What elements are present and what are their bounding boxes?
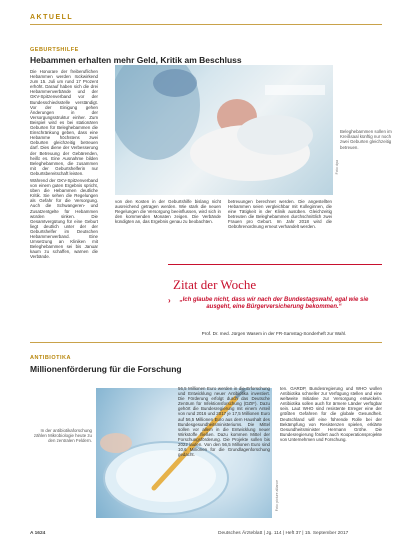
article1-column-3: betreuungen berechnet werden. Die angestellten Hebammen seien vergleichbar mit Kolleginnen, die eine Tätigkeit in der Klinik ausüben. Gleichzeitig betreuten die Beleghebammen durchschnittlich zwei Frauen pro Geburt. Im Jahr 2018 wird die Gebührenordnung erneut verhandelt werden.	[228, 199, 332, 230]
newborn-photo-illustration	[115, 65, 333, 195]
article-divider	[30, 342, 382, 343]
photo-caption: In der antibiotikaforschung zählen Mikrobiologie heute zu den zentralen Feldern.	[33, 428, 92, 444]
section-label: AKTUELL	[30, 14, 74, 21]
photo-caption: Beleghebammen sollen im Kreißsaal künftig nur noch zwei Geburten gleichzeitig betreuen.	[340, 129, 392, 150]
article1-headline: Hebammen erhalten mehr Geld, Kritik am Beschluss	[30, 55, 242, 65]
quote-source: Prof. Dr. med. Jürgen Wasem in der FR-Samstag-Sonderheft zur Wahl.	[201, 331, 347, 336]
article2-column-1: 56,5 Millionen Euro werden in die Erforschung und Entwicklung neuer Antibiotika investiert. Die Förderung erfolgt durch das Deutsche Zentrum für Infektionsforschung (DZIF). Dazu gehört die Bundesregierung mit einem Anteil von rund 2016 und 2017 je 17,5 Millionen Euro auf 56,5 Millionen Euro aus dem Haushalt des Bundesgesundheitsministeriums. Die Mittel sollen vor allem in die Entwicklung neuer Wirkstoffe fließen. Dazu kommen Mittel der Forschungsförderung. Die Projekte sollen bis 2022 laufen. Von den 56,5 Millionen Euro sind 10,6 Millionen für die Grundlagenforschung gedacht.	[178, 386, 270, 458]
quote-divider	[168, 264, 382, 265]
quote-marker-icon: ›	[168, 296, 171, 305]
photo-credit: Foto: dpa	[335, 160, 339, 175]
quote-title: Zitat der Woche	[173, 277, 257, 292]
article1-column-1	[30, 69, 98, 336]
article1-paragraph: Die Honorare der freiberuflichen Hebammen werden rückwirkend zum 15. Juli um rund 17 Prozent erhöht. Darauf haben sich die drei Hebammenverbände und der GKV-Spitzenverband vor der Bundesschiedsstelle verständigt. Vor der Einigung gehen Änderungen in der Versorgungsstruktur einher. Zum Beispiel wird es bei stationären Geburten für Beleghebammen die Einschränkung geben, dass eine Hebamme höchstens zwei Geburten gleichzeitig betreuen darf. Dies diene der Verbesserung der Betreuung der Gebärenden, heißt es. Eine Ausnahme bilden Beleghebammen, die zusammen mit der Geburtshelferin nur Geburtsbereitschaft leisten.	[30, 69, 98, 176]
page-number: A 1624	[30, 531, 46, 536]
article1-kicker: GEBURTSHILFE	[30, 47, 79, 53]
quote-text: „Ich glaube nicht, dass wir nach der Bundestagswahl, egal wie sie ausgeht, eine Bürgerversicherung bekommen.“	[179, 297, 369, 311]
section-divider	[30, 24, 382, 25]
article2-headline: Millionenförderung für die Forschung	[30, 364, 182, 374]
newborn-photo	[115, 65, 333, 195]
article2-kicker: ANTIBIOTIKA	[30, 355, 71, 361]
journal-line: Deutsches Ärzteblatt | Jg. 114 | Heft 37 | 15. September 2017	[218, 531, 349, 536]
article2-column-2: ten. GARDP, Bundesregierung und WHO wollen Antibiotika schneller zur Verfügung stellen und eine weltweite Initiative zur Versorgung entwickeln. Antibiotika sollen auch für ärmere Länder verfügbar sein. Laut WHO sind resistente Erreger eine der größten Gefahren für die globale Gesundheit. Deutschland will eine führende Rolle bei der Bekämpfung von Resistenzen spielen, erklärte Gesundheitsminister Hermann Gröhe. Die Bundesregierung fördert auch Kooperationsprojekte von Unternehmen und Forschung.	[280, 386, 382, 442]
article1-column-2: von den Kosten in der Geburtshilfe bislang nicht ausreichend getragen werden. Wie stark die neuen Regelungen die Versorgung beeinflussen, wird sich in den kommenden Monaten zeigen. Die Verbände kündigten an, das Ergebnis genau zu beobachten.	[115, 199, 221, 225]
article1-paragraph: Während der GKV-Spitzenverband von einem guten Ergebnis spricht, üben die Hebammen deutliche Kritik. Sie sehen die Regelungen als Gefahr für die Versorgung. Auch die Schwangeren- und Zusatzentgelte für Hebammen würden sinken. Die Gesamtvergütung für eine Geburt liegt deutlich unter der der Geburtshelfer im Deutschen Hebammenverband. Eine Umsetzung an Kliniken mit Beleghebammen sei bis Januar kaum zu schaffen, warnen die Verbände.	[30, 177, 98, 260]
photo-credit: Foto: picture alliance	[275, 480, 279, 512]
